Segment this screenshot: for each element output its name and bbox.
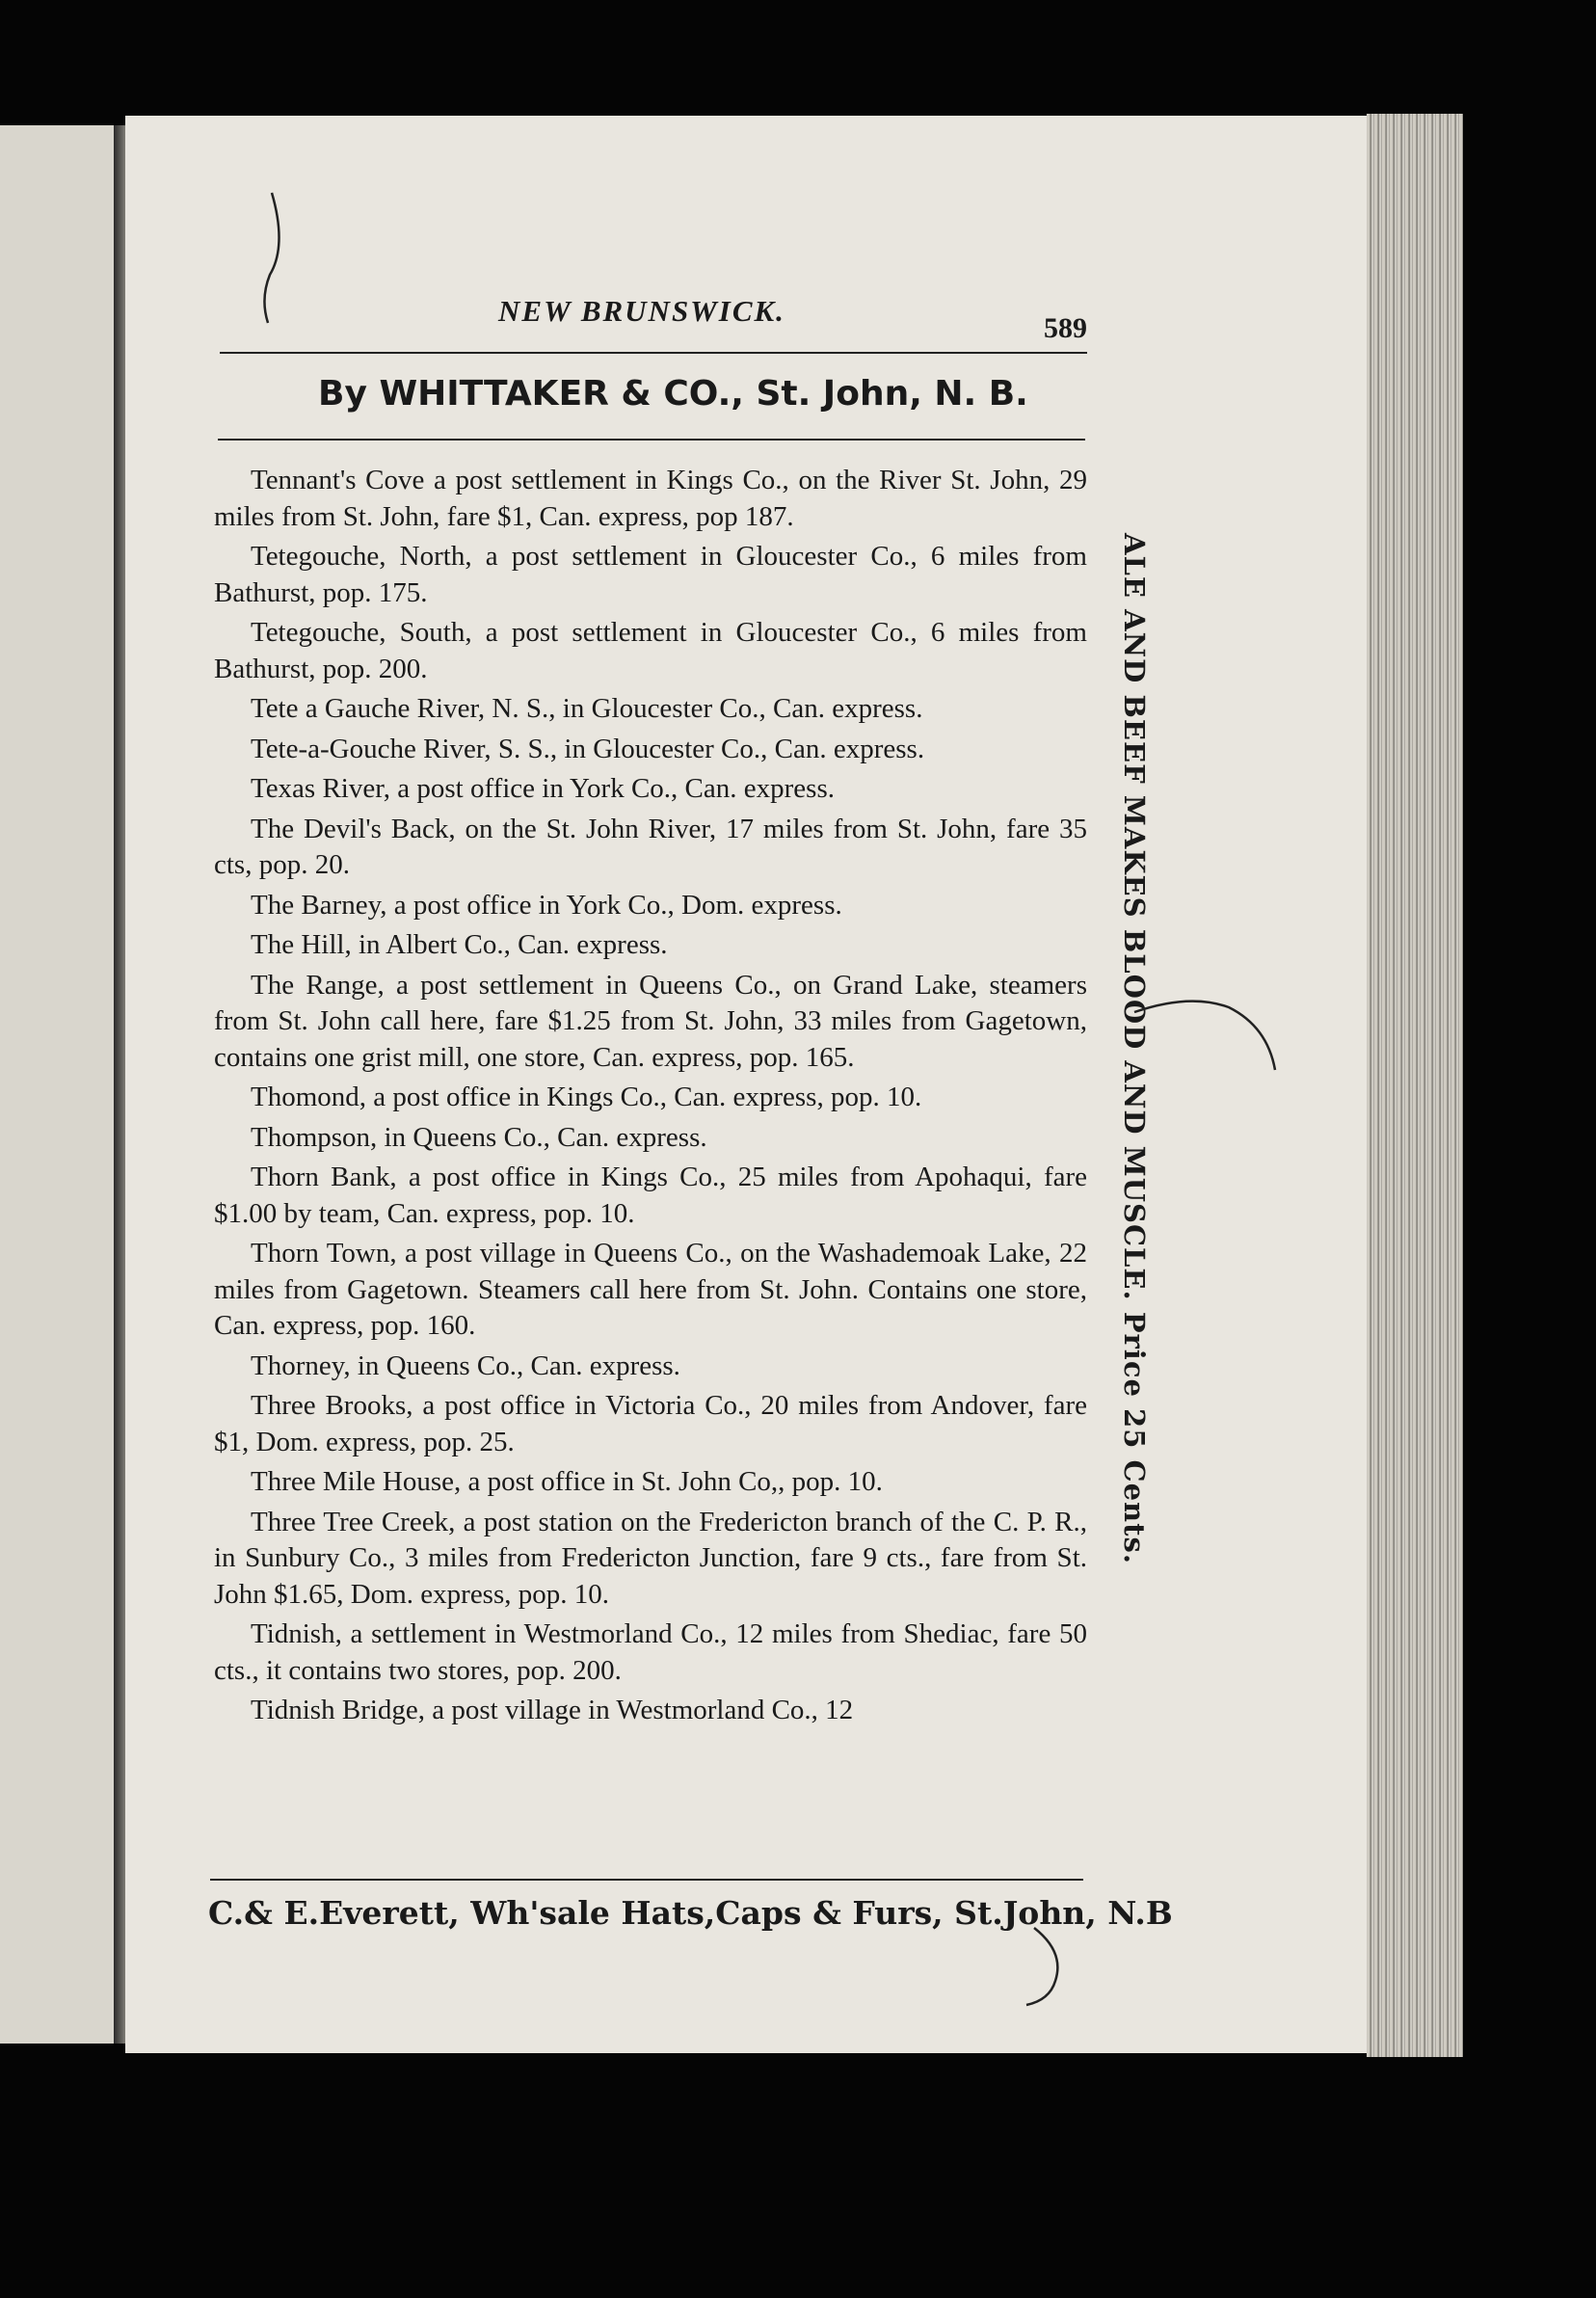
gazetteer-entries [214,463,1087,1733]
header-rule-bottom [218,439,1085,441]
entry-tete-a-gouche-ss: Tete-a-Gouche River, S. S., in Gloucester Co., Can. express. [251,733,925,764]
pencil-mark-top [241,188,299,328]
entry-texas-river: Texas River, a post office in York Co., Can. express. [251,773,835,804]
entry-three-brooks: Three Brooks, a post office in Victoria Co., 20 miles from Andover, fare $1, Dom. express, pop. 25. [214,1390,1087,1457]
entry-the-barney: The Barney, a post office in York Co., Dom. express. [251,889,842,921]
entry-thorn-town: Thorn Town, a post village in Queens Co., on the Washademoak Lake, 22 miles from Gagetown. Steamers call here from St. John. Contains one store, Can. express, pop. 160. [214,1238,1087,1341]
entry-tetegouche-north: Tetegouche, North, a post settlement in Gloucester Co., 6 miles from Bathurst, pop. 175. [214,541,1087,608]
pencil-mark-bottom [1017,1923,1075,2010]
entry-thorn-bank: Thorn Bank, a post office in Kings Co., 25 miles from Apohaqui, fare $1.00 by team, Can. express, pop. 10. [214,1162,1087,1229]
side-advertisement: ALE AND BEEF MAKES BLOOD AND MUSCLE. Price 25 Cents. [1118,533,1151,1564]
entry-three-tree-creek: Three Tree Creek, a post station on the Fredericton branch of the C. P. R., in Sunbury Co., 3 miles from Fredericton Junction, fare 9 cts., fare from St. John $1.65, Dom. express, pop. 10. [214,1506,1087,1610]
page-number: 589 [1044,312,1087,344]
running-head: NEW BRUNSWICK. [498,294,785,328]
entry-tidnish: Tidnish, a settlement in Westmorland Co., 12 miles from Shediac, fare 50 cts., it contains two stores, pop. 200. [214,1618,1087,1686]
entry-three-mile-house: Three Mile House, a post office in St. John Co,, pop. 10. [251,1466,883,1497]
entry-thomond: Thomond, a post office in Kings Co., Can. express, pop. 10. [251,1082,922,1112]
entry-tidnish-bridge: Tidnish Bridge, a post village in Westmorland Co., 12 [251,1695,854,1725]
footer-rule [210,1879,1083,1881]
entry-thorney: Thorney, in Queens Co., Can. express. [251,1349,680,1381]
header-rule-top [220,352,1087,354]
page-stack-edges [1367,114,1463,2057]
advertiser-header: By WHITTAKER & CO., St. John, N. B. [318,374,1028,414]
entry-the-hill: The Hill, in Albert Co., Can. express. [251,929,668,960]
entry-tennants-cove: Tennant's Cove a post settlement in Kings Co., on the River St. John, 29 miles from St. John, fare $1, Can. express, pop 187. [214,465,1087,532]
entry-tetegouche-south: Tetegouche, South, a post settlement in Gloucester Co., 6 miles from Bathurst, pop. 200. [214,617,1087,684]
entry-the-range: The Range, a post settlement in Queens Co., on Grand Lake, steamers from St. John call here, fare $1.25 from St. John, 33 miles from Gagetown, contains one grist mill, one store, Can. express, pop. 165. [214,969,1087,1073]
facing-page-edge [0,125,114,2044]
entry-thompson: Thompson, in Queens Co., Can. express. [251,1121,707,1153]
entry-devils-back: The Devil's Back, on the St. John River, 17 miles from St. John, fare 35 cts, pop. 20. [214,813,1087,880]
pencil-mark-margin [1132,974,1287,1080]
entry-tete-a-gauche-ns: Tete a Gauche River, N. S., in Gloucester Co., Can. express. [251,693,923,724]
footer-advertisement: C.& E.Everett, Wh'sale Hats,Caps & Furs, St.John, N.B [208,1894,1173,1932]
